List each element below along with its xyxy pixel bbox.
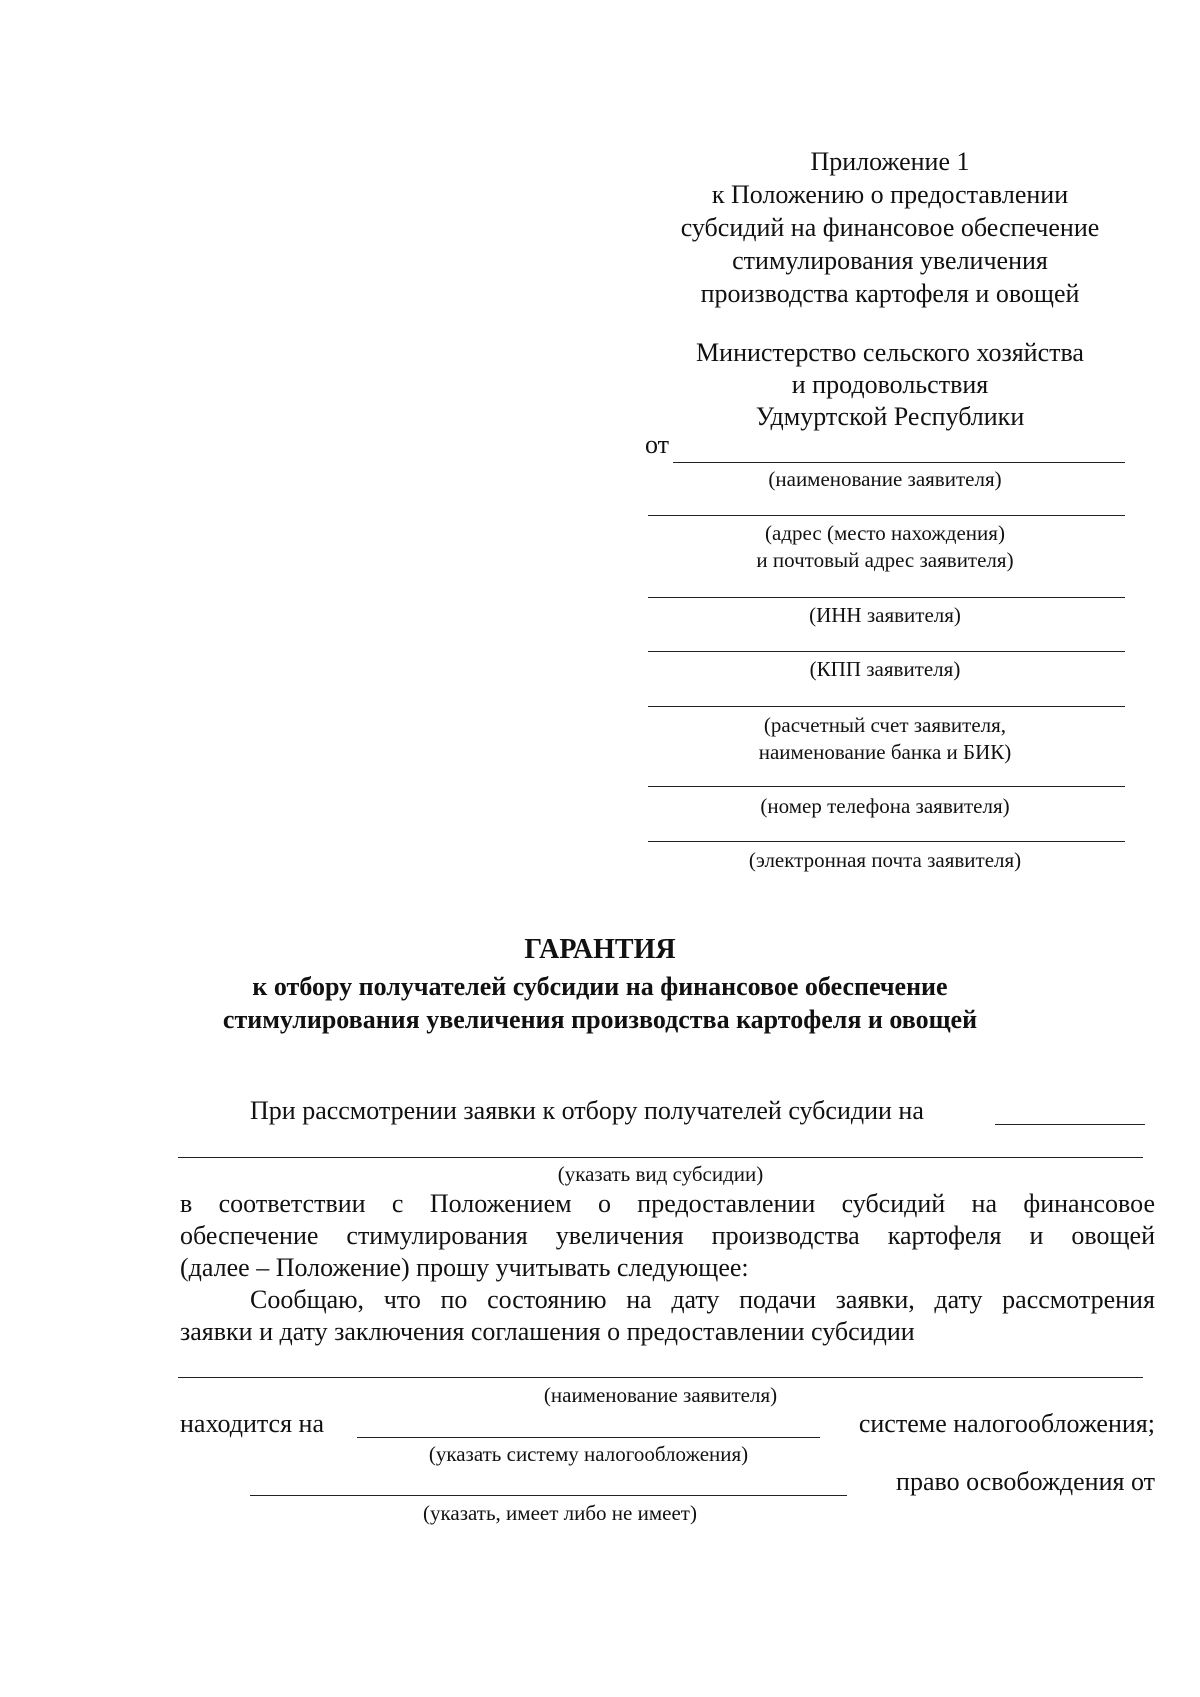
word: овощей bbox=[1071, 1221, 1155, 1250]
p1-start: При рассмотрении заявки к отбору получателей субсидии на bbox=[250, 1096, 924, 1125]
from-label: от bbox=[645, 430, 670, 459]
word: с bbox=[391, 1189, 404, 1218]
word: стимулирования bbox=[346, 1221, 528, 1250]
word: производства bbox=[711, 1221, 860, 1250]
word: картофеля bbox=[887, 1221, 1002, 1250]
hint-account-2: наименование банка и БИК) bbox=[758, 740, 1012, 764]
word: на bbox=[626, 1285, 652, 1314]
document-subtitle-1: к отбору получателей субсидии на финансовое обеспечение bbox=[252, 972, 948, 1001]
hint-address-2: и почтовый адрес заявителя) bbox=[756, 548, 1014, 572]
ministry-line-3: Удмуртской Республики bbox=[755, 402, 1025, 431]
hint-tax-system: (указать систему налогообложения) bbox=[428, 1442, 749, 1466]
word: Сообщаю, bbox=[250, 1285, 365, 1314]
p3-line-1 bbox=[250, 1284, 1155, 1316]
applicant-inn-field[interactable] bbox=[648, 597, 1125, 598]
p2-line-3: (далее – Положение) прошу учитывать следующее: bbox=[180, 1253, 749, 1282]
p3-line-2: заявки и дату заключения соглашения о предоставлении субсидии bbox=[180, 1317, 915, 1346]
subsidy-type-field-short[interactable] bbox=[995, 1124, 1145, 1125]
word: на bbox=[971, 1189, 998, 1218]
word: в bbox=[180, 1189, 193, 1218]
applicant-name-field-2[interactable] bbox=[178, 1377, 1143, 1378]
hint-applicant-name: (наименование заявителя) bbox=[768, 467, 1002, 491]
applicant-phone-field[interactable] bbox=[648, 786, 1125, 787]
hint-subsidy-type: (указать вид субсидии) bbox=[557, 1162, 764, 1186]
subsidy-type-field[interactable] bbox=[178, 1157, 1143, 1158]
word: увеличения bbox=[555, 1221, 684, 1250]
p2-block bbox=[180, 1188, 1155, 1284]
hint-has-or-not: (указать, имеет либо не имеет) bbox=[423, 1501, 697, 1525]
hint-email: (электронная почта заявителя) bbox=[748, 848, 1022, 872]
applicant-kpp-field[interactable] bbox=[648, 651, 1125, 652]
word: Положением bbox=[429, 1189, 572, 1218]
p2-line-2 bbox=[180, 1220, 1155, 1252]
word: по bbox=[440, 1285, 468, 1314]
exempt-suffix: право освобождения от bbox=[896, 1467, 1155, 1496]
applicant-account-field[interactable] bbox=[648, 706, 1125, 707]
word: рассмотрения bbox=[1002, 1285, 1155, 1314]
appendix-line-1: Приложение 1 bbox=[810, 147, 970, 176]
word: финансовое bbox=[1023, 1189, 1155, 1218]
hint-account-1: (расчетный счет заявителя, bbox=[763, 713, 1007, 737]
p2-line-1 bbox=[180, 1188, 1155, 1220]
appendix-line-5: производства картофеля и овощей bbox=[700, 279, 1080, 308]
word: обеспечение bbox=[180, 1221, 319, 1250]
applicant-email-field[interactable] bbox=[648, 841, 1125, 842]
word: состоянию bbox=[487, 1285, 607, 1314]
word: заявки, bbox=[835, 1285, 915, 1314]
ministry-line-1: Министерство сельского хозяйства bbox=[696, 338, 1084, 367]
appendix-line-4: стимулирования увеличения bbox=[732, 246, 1048, 275]
word: подачи bbox=[739, 1285, 816, 1314]
hint-phone: (номер телефона заявителя) bbox=[760, 794, 1010, 818]
word: дату bbox=[934, 1285, 983, 1314]
word: что bbox=[383, 1285, 421, 1314]
word: субсидий bbox=[841, 1189, 946, 1218]
word: соответствии bbox=[218, 1189, 366, 1218]
ministry-addressee bbox=[660, 337, 1120, 433]
document-title: ГАРАНТИЯ bbox=[524, 934, 676, 965]
tax-system-field[interactable] bbox=[357, 1437, 820, 1438]
word: и bbox=[1029, 1221, 1044, 1250]
hint-address-1: (адрес (место нахождения) bbox=[765, 521, 1005, 545]
word: о bbox=[597, 1189, 611, 1218]
word: предоставлении bbox=[637, 1189, 816, 1218]
hint-kpp: (КПП заявителя) bbox=[809, 657, 961, 681]
word: дату bbox=[671, 1285, 720, 1314]
from-row bbox=[645, 430, 1125, 464]
document-subtitle-2: стимулирования увеличения производства картофеля и овощей bbox=[222, 1005, 978, 1034]
hint-applicant-name-2: (наименование заявителя) bbox=[543, 1383, 778, 1407]
applicant-name-field[interactable] bbox=[673, 462, 1125, 463]
hint-inn: (ИНН заявителя) bbox=[809, 603, 961, 627]
exemption-field[interactable] bbox=[250, 1495, 847, 1496]
applicant-address-field[interactable] bbox=[648, 515, 1125, 516]
ministry-line-2: и продовольствия bbox=[791, 370, 989, 399]
tax-prefix: находится на bbox=[180, 1409, 324, 1438]
appendix-line-2: к Положению о предоставлении bbox=[711, 180, 1069, 209]
appendix-header bbox=[640, 145, 1140, 310]
tax-suffix: системе налогообложения; bbox=[858, 1409, 1155, 1438]
appendix-line-3: субсидий на финансовое обеспечение bbox=[680, 213, 1100, 242]
p3-block bbox=[250, 1284, 1155, 1316]
